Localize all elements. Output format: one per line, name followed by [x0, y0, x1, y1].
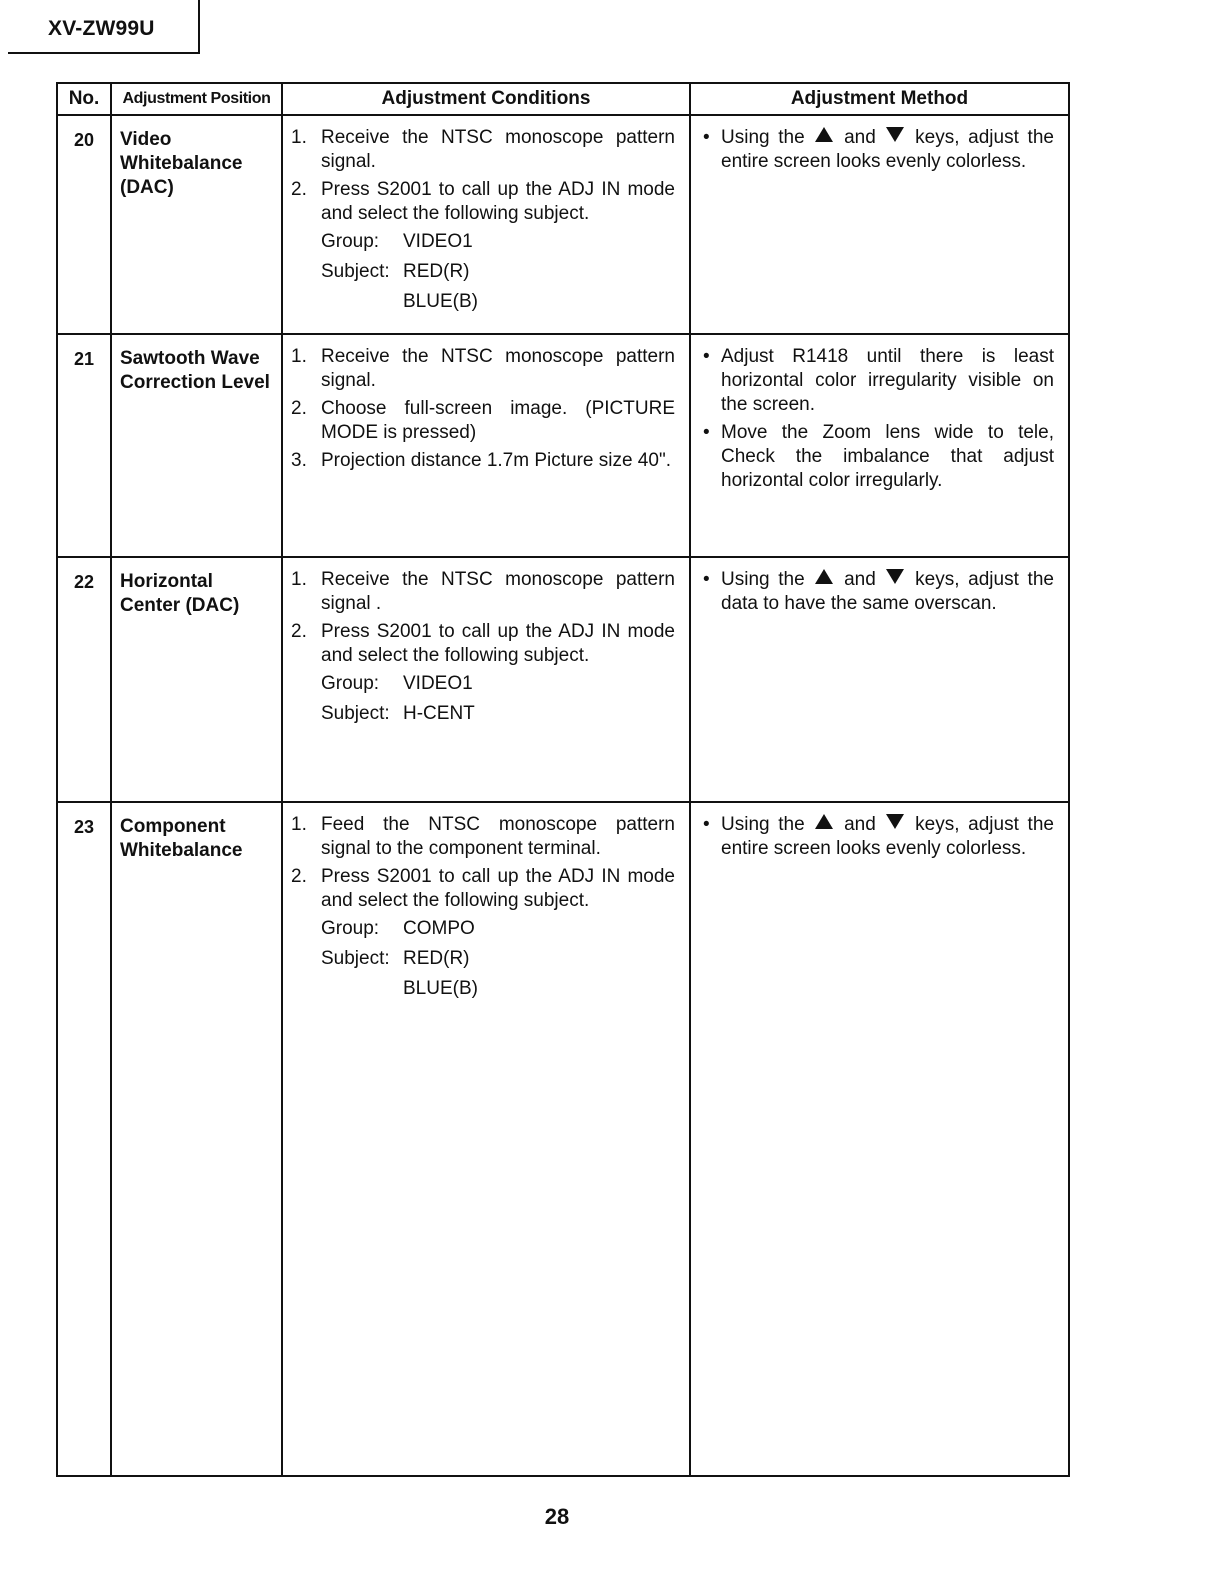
table-header-row: [57, 83, 1069, 115]
up-arrow-icon: [815, 569, 833, 584]
adjustment-position: [111, 115, 282, 334]
adjustment-method: [690, 557, 1069, 802]
position-line: Center (DAC): [120, 595, 240, 616]
group-line: Group: COMPO: [321, 918, 475, 939]
method-item: • Using the and keys, adjust the entire screen looks evenly colorless.: [703, 814, 1054, 859]
subject-line: Subject: RED(R): [321, 948, 470, 969]
condition-item: 1. Receive the NTSC monoscope pattern signal.: [291, 127, 675, 172]
position-line: Horizontal: [120, 571, 213, 592]
model-number: XV-ZW99U: [48, 17, 155, 40]
adjustment-conditions: [282, 802, 690, 1476]
group-line: Group: VIDEO1: [321, 673, 473, 694]
adjustment-conditions: [282, 557, 690, 802]
adjustment-conditions: [282, 334, 690, 557]
table-row: [57, 557, 1069, 802]
subject-line: Subject: RED(R): [321, 261, 470, 282]
method-item: • Using the and keys, adjust the data to have the same overscan.: [703, 569, 1054, 614]
row-number: 20: [57, 115, 111, 334]
adjustment-position: [111, 802, 282, 1476]
method-item: • Adjust R1418 until there is least horizontal color irregularity visible on the screen.: [703, 346, 1054, 415]
down-arrow-icon: [886, 127, 904, 142]
table-row: [57, 115, 1069, 334]
adjustment-conditions: [282, 115, 690, 334]
condition-item: 2. Press S2001 to call up the ADJ IN mode and select the following subject.: [291, 179, 675, 224]
adjustment-method: [690, 115, 1069, 334]
down-arrow-icon: [886, 814, 904, 829]
model-tab: [8, 0, 200, 54]
page-number: 28: [544, 1504, 570, 1529]
adjustment-method: [690, 334, 1069, 557]
header-adjustment-method: Adjustment Method: [690, 83, 1069, 115]
position-line: Whitebalance: [120, 840, 243, 861]
position-line: Whitebalance: [120, 153, 243, 174]
position-line: (DAC): [120, 177, 174, 198]
condition-item: 3. Projection distance 1.7m Picture size 40".: [291, 450, 671, 471]
adjustment-table: [56, 82, 1070, 1477]
condition-item: 2. Press S2001 to call up the ADJ IN mode and select the following subject.: [291, 866, 675, 911]
condition-item: 2. Press S2001 to call up the ADJ IN mode and select the following subject.: [291, 621, 675, 666]
up-arrow-icon: [815, 127, 833, 142]
condition-item: 1. Receive the NTSC monoscope pattern signal.: [291, 346, 675, 391]
position-line: Sawtooth Wave: [120, 348, 260, 369]
subject-value: BLUE(B): [403, 978, 478, 999]
row-number: 23: [57, 802, 111, 1476]
method-item: • Move the Zoom lens wide to tele, Check the imbalance that adjust horizontal color irregularly.: [703, 422, 1054, 491]
adjustment-position: [111, 334, 282, 557]
position-line: Component: [120, 816, 226, 837]
up-arrow-icon: [815, 814, 833, 829]
row-number: 22: [57, 557, 111, 802]
group-line: Group: VIDEO1: [321, 231, 473, 252]
table-row: [57, 802, 1069, 1476]
header-adjustment-conditions: Adjustment Conditions: [282, 83, 690, 115]
method-item: • Using the and keys, adjust the entire screen looks evenly colorless.: [703, 127, 1054, 172]
header-adjustment-position: Adjustment Position: [111, 83, 282, 115]
subject-value: BLUE(B): [403, 291, 478, 312]
adjustment-method: [690, 802, 1069, 1476]
adjustment-position: [111, 557, 282, 802]
down-arrow-icon: [886, 569, 904, 584]
subject-line: Subject: H-CENT: [321, 703, 475, 724]
position-line: Video: [120, 129, 172, 150]
row-number: 21: [57, 334, 111, 557]
position-line: Correction Level: [120, 372, 270, 393]
table-row: [57, 334, 1069, 557]
condition-item: 2. Choose full-screen image. (PICTURE MODE is pressed): [291, 398, 675, 443]
header-no: No.: [57, 83, 111, 115]
condition-item: 1. Receive the NTSC monoscope pattern signal .: [291, 569, 675, 614]
condition-item: 1. Feed the NTSC monoscope pattern signal to the component terminal.: [291, 814, 675, 859]
